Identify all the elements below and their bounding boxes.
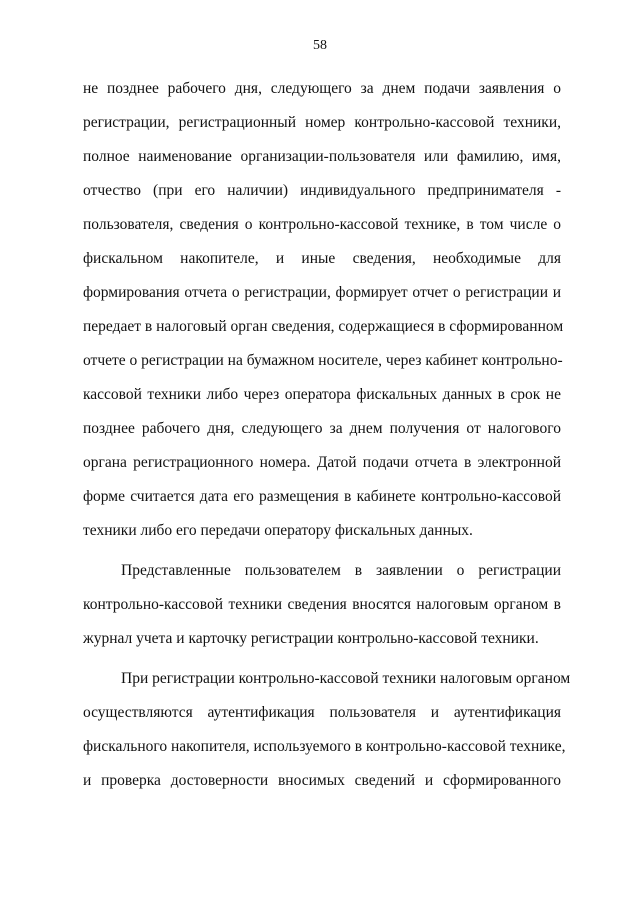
text-line: контрольно-кассовой техники сведения вносятся налоговым органом в bbox=[83, 596, 561, 613]
text-line: регистрации, регистрационный номер контрольно-кассовой техники, bbox=[83, 114, 561, 131]
text-line: отчете о регистрации на бумажном носителе, через кабинет контрольно- bbox=[83, 352, 563, 369]
text-line: и проверка достоверности вносимых сведений и сформированного bbox=[83, 772, 561, 789]
paragraph-3 bbox=[83, 669, 571, 805]
text-line: Представленные пользователем в заявлении о регистрации bbox=[121, 562, 561, 579]
document-body bbox=[83, 79, 571, 805]
text-line: кассовой техники либо через оператора фискальных данных в срок не bbox=[83, 386, 561, 403]
text-line: фискального накопителя, используемого в контрольно-кассовой технике, bbox=[83, 738, 566, 755]
text-line: формирования отчета о регистрации, формирует отчет о регистрации и bbox=[83, 284, 561, 301]
paragraph-1 bbox=[83, 79, 564, 555]
text-line: При регистрации контрольно-кассовой техники налоговым органом bbox=[121, 670, 571, 687]
text-line: не позднее рабочего дня, следующего за днем подачи заявления о bbox=[83, 80, 561, 97]
text-line: пользователя, сведения о контрольно-кассовой технике, в том числе о bbox=[83, 216, 561, 233]
paragraph-2 bbox=[83, 561, 561, 663]
text-line: полное наименование организации-пользователя или фамилию, имя, bbox=[83, 148, 561, 165]
text-line: осуществляются аутентификация пользователя и аутентификация bbox=[83, 704, 561, 721]
text-line: фискальном накопителе, и иные сведения, необходимые для bbox=[83, 250, 561, 267]
text-line: журнал учета и карточку регистрации контрольно-кассовой техники. bbox=[83, 630, 539, 647]
text-line: позднее рабочего дня, следующего за днем получения от налогового bbox=[83, 420, 561, 437]
text-line: форме считается дата его размещения в кабинете контрольно-кассовой bbox=[83, 488, 561, 505]
page-number: 58 bbox=[313, 38, 327, 53]
text-line: техники либо его передачи оператору фискальных данных. bbox=[83, 522, 473, 539]
text-line: органа регистрационного номера. Датой подачи отчета в электронной bbox=[83, 454, 561, 471]
text-line: передает в налоговый орган сведения, содержащиеся в сформированном bbox=[83, 318, 564, 335]
text-line: отчество (при его наличии) индивидуального предпринимателя - bbox=[83, 182, 561, 199]
